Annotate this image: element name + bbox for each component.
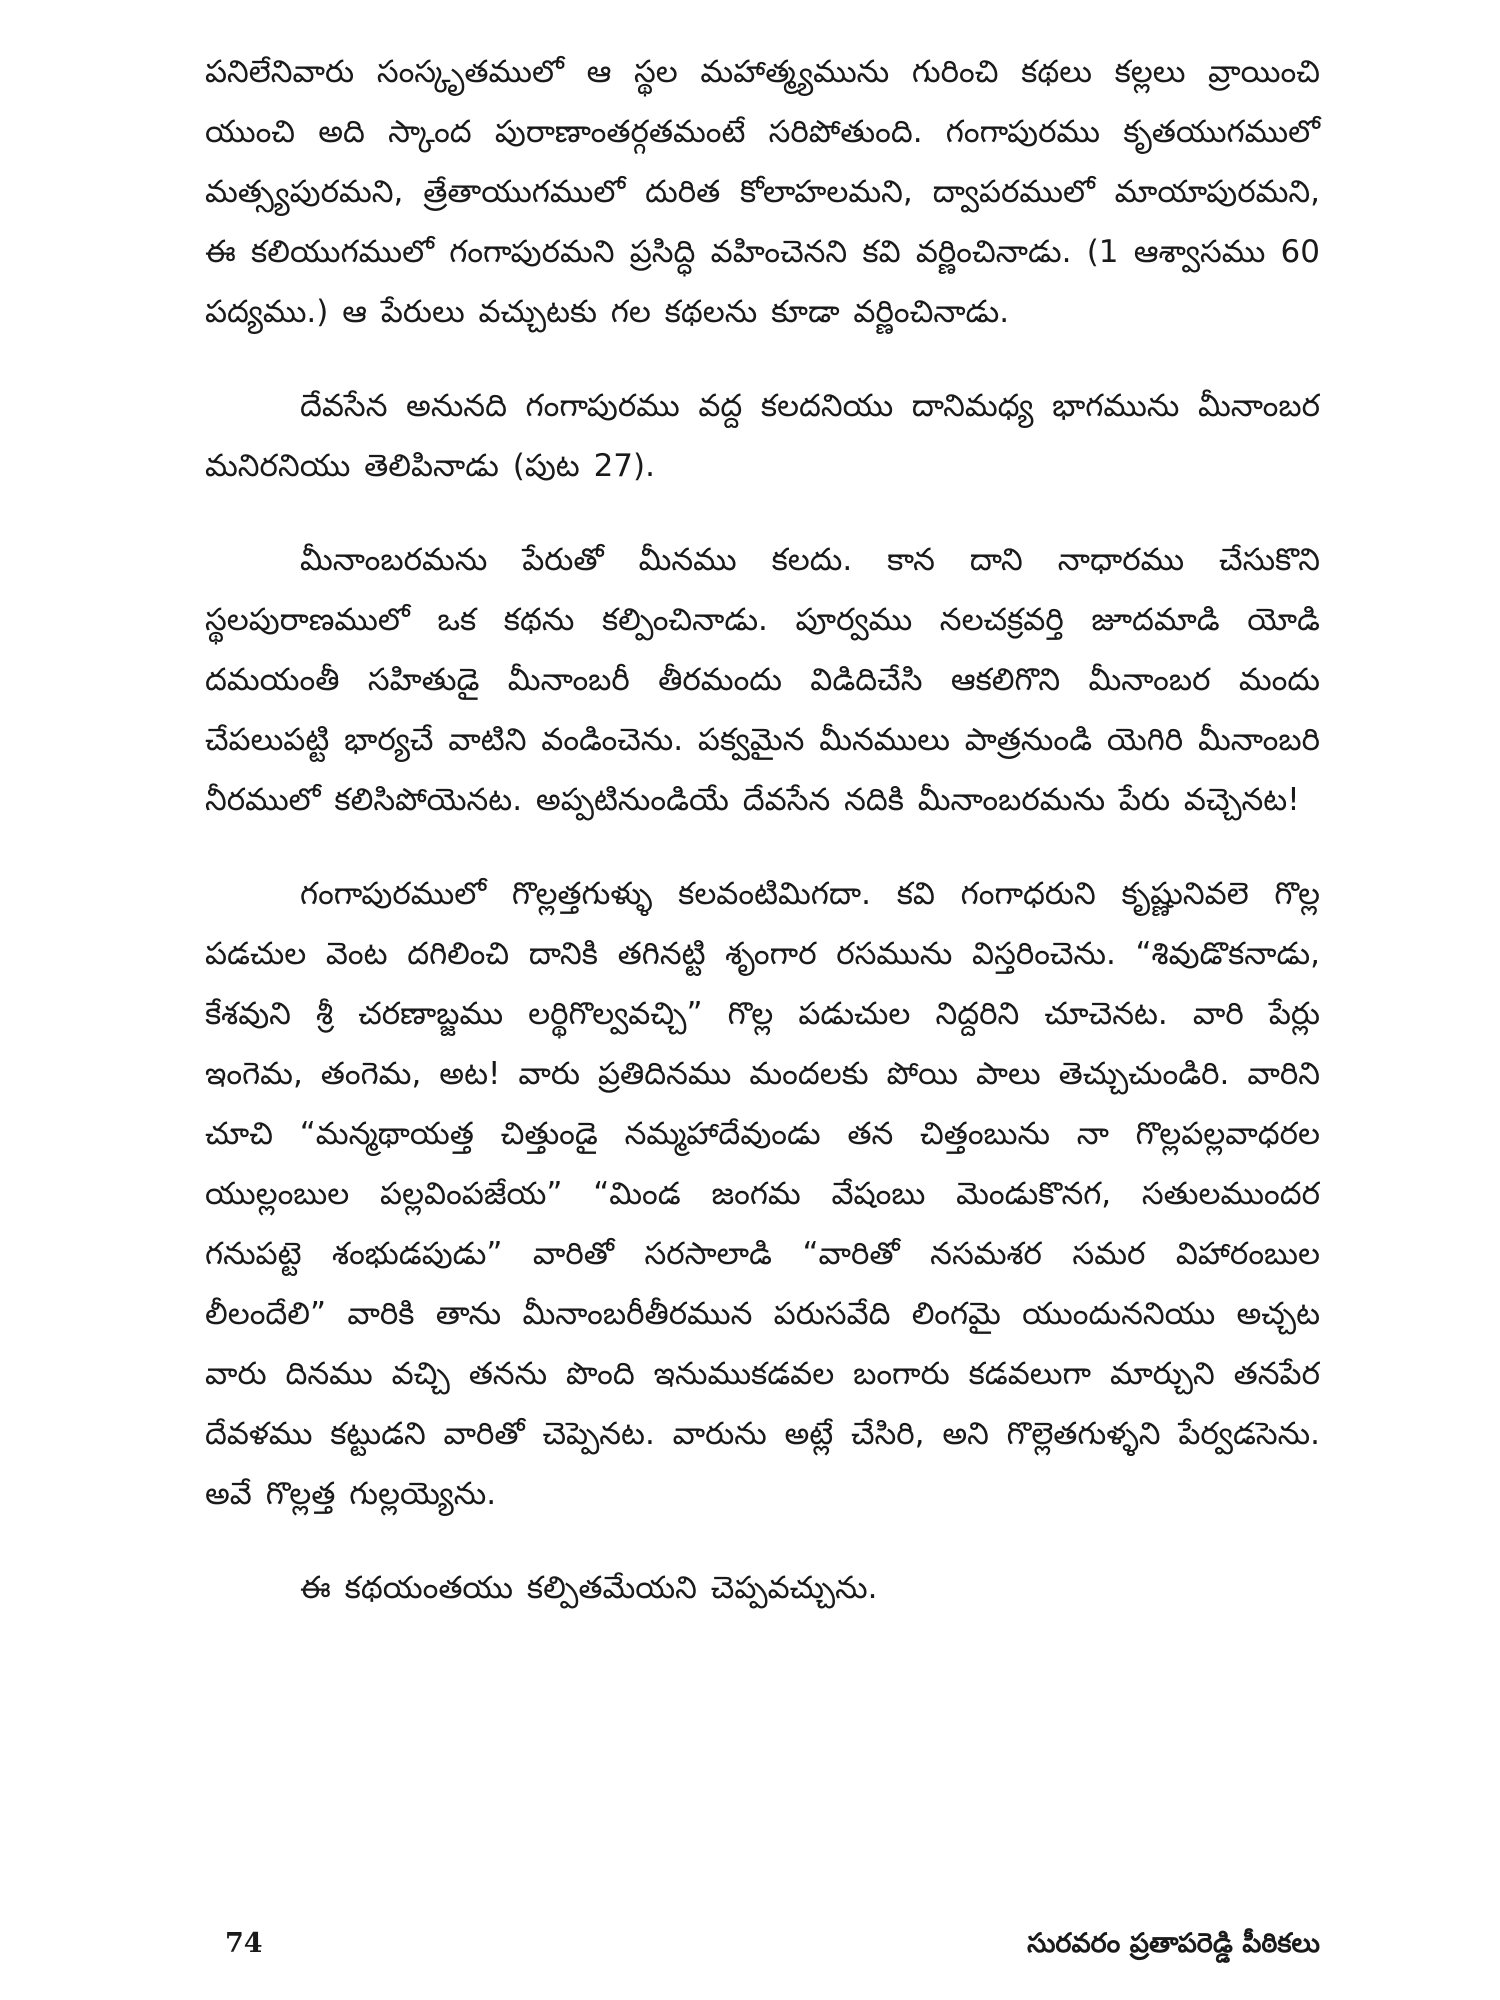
- paragraph-3: మీనాంబరమను పేరుతో మీనము కలదు. కాన దాని నాధారము చేసుకొని స్థలపురాణములో ఒక కథను కల్పించినాడు. పూర్వము నలచక్రవర్తి జూదమాడి యోడి దమయంతీ సహితుడై మీనాంబరీ తీరమందు విడిదిచేసి ఆకలిగొని మీనాంబర మందు చేపలుపట్టి భార్యచే వాటిని వండించెను. పక్వమైన మీనములు పాత్రనుండి యెగిరి మీనాంబరి నీరములో కలిసిపోయెనట. అప్పటినుండియే దేవసేన నదికి మీనాంబరమను పేరు వచ్చెనట!: [205, 542, 1320, 818]
- paragraph-2: దేవసేన అనునది గంగాపురము వద్ద కలదనియు దానిమధ్య భాగమును మీనాంబర మనిరనియు తెలిపినాడు (పుట 27).: [205, 388, 1320, 484]
- paragraph-4: గంగాపురములో గొల్లత్తగుళ్ళు కలవంటిమిగదా. కవి గంగాధరుని కృష్ణునివలె గొల్ల పడచుల వెంట దగిలించి దానికి తగినట్టి శృంగార రసమును విస్తరించెను. “శివుడొకనాడు, కేశవుని శ్రీ చరణాబ్జము లర్థిగొల్వవచ్చి” గొల్ల పడుచుల నిద్దరిని చూచెనట. వారి పేర్లు ఇంగెమ, తంగెమ, అట! వారు ప్రతిదినము మందలకు పోయి పాలు తెచ్చుచుండిరి. వారిని చూచి “మన్మథాయత్త చిత్తుండై నమ్మహాదేవుండు తన చిత్తంబును నా గొల్లపల్లవాధరల యుల్లంబుల పల్లవింపజేయ” “మిండ జంగమ వేషంబు మెండుకొనగ, సతులముందర గనుపట్టె శంభుడపుడు” వారితో సరసాలాడి “వారితో నసమశర సమర విహారంబుల లీలందేలి” వారికి తాను మీనాంబరీతీరమున పరుసవేది లింగమై యుందుననియు అచ్చట వారు దినము వచ్చి తనను పొంది ఇనుముకడవల బంగారు కడవలుగా మార్చుని తనపేర దేవళము కట్టుడని వారితో చెప్పెనట. వారును అట్లే చేసిరి, అని గొల్లెతగుళ్ళని పేర్వడసెను. అవే గొల్లత్త గుల్లయ్యెను.: [205, 876, 1320, 1512]
- paragraph-1: పనిలేనివారు సంస్కృతములో ఆ స్థల మహాత్మ్యమును గురించి కథలు కల్లలు వ్రాయించి యుంచి అది స్కాంద పురాణాంతర్గతమంటే సరిపోతుంది. గంగాపురము కృతయుగములో మత్స్యపురమని, త్రేతాయుగములో దురిత కోలాహలమని, ద్వాపరములో మాయాపురమని, ఈ కలియుగములో గంగాపురమని ప్రసిద్ధి వహించెనని కవి వర్ణించినాడు. (1 ఆశ్వాసము 60 పద్యము.) ఆ పేరులు వచ్చుటకు గల కథలను కూడా వర్ణించినాడు.: [205, 54, 1320, 330]
- running-title: సురవరం ప్రతాపరెడ్డి పీఠికలు: [1027, 1928, 1320, 1959]
- page-body: [205, 42, 1320, 1652]
- page-footer: [225, 1928, 1320, 1976]
- page-number: 74: [225, 1928, 263, 1959]
- paragraph-5: ఈ కథయంతయు కల్పితమేయని చెప్పవచ్చును.: [300, 1570, 878, 1606]
